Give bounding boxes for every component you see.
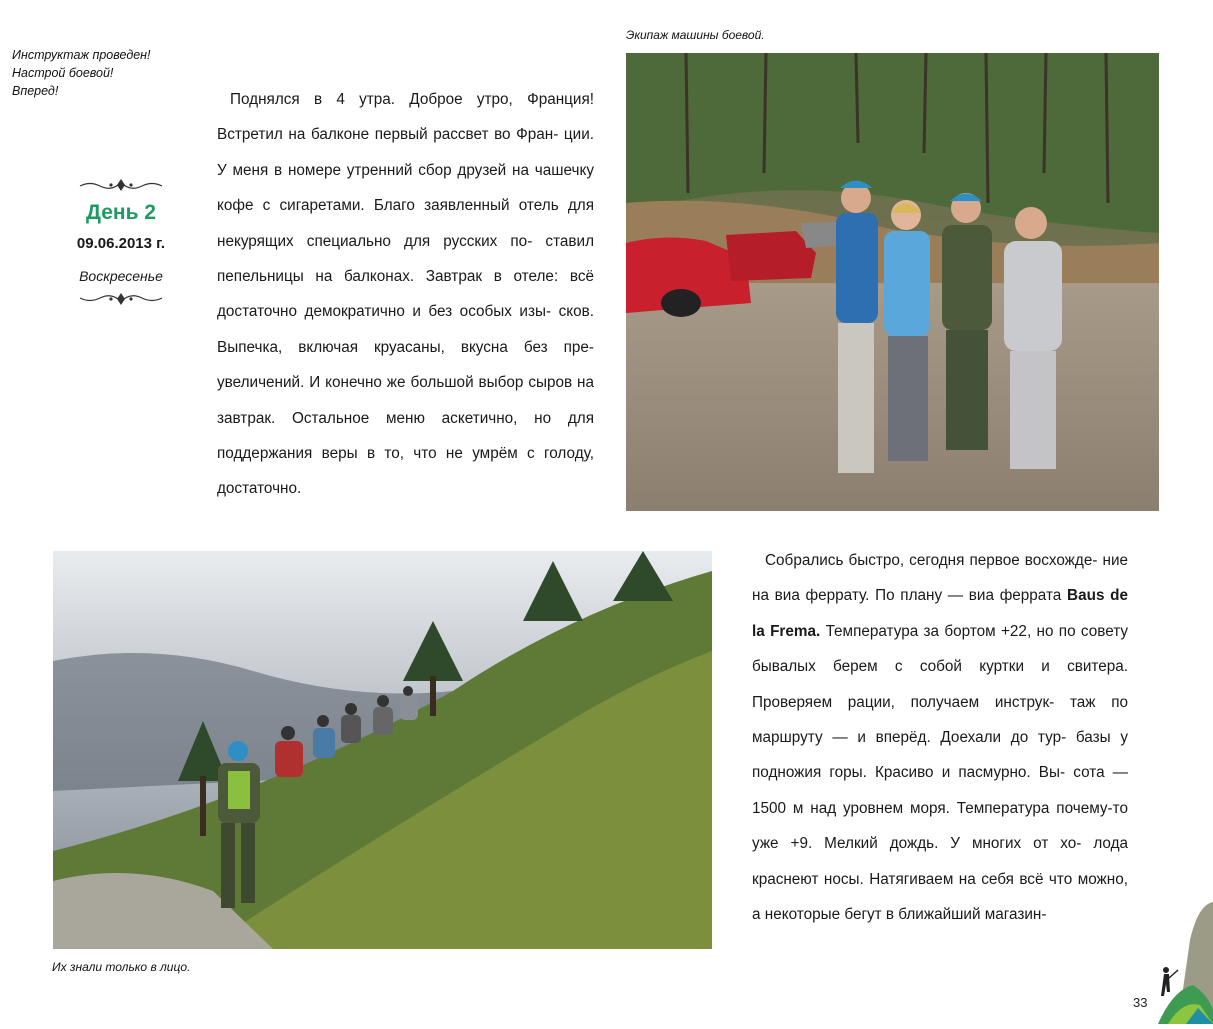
- group-parking-photo: [626, 53, 1159, 511]
- paragraph-line: сота — 1500 м над уровнем моря. Температура: [752, 764, 1129, 817]
- paragraph-line: сков. Выпечка, включая круасаны, вкусна без пре-: [217, 303, 594, 356]
- body-paragraph-2: [752, 543, 1128, 932]
- paragraph-line: ние на виа феррату. По плану — виа феррата: [752, 552, 1128, 605]
- paragraph-line: но по совету бывалых берем с собой куртки и: [752, 622, 1129, 676]
- paragraph-line: свитера. Проверяем рации, получаем инструк-: [752, 658, 1128, 711]
- side-note: [12, 46, 192, 100]
- person-1: [836, 181, 878, 474]
- day-weekday: Воскресенье: [79, 268, 163, 284]
- paragraph-line: увеличений. И конечно же большой выбор сыров: [217, 374, 573, 392]
- paragraph-line: всё достаточно демократично и без особых изы-: [217, 268, 595, 321]
- page-number: 33: [1133, 995, 1148, 1010]
- day-heading-block: [62, 178, 180, 306]
- paragraph-line: базы у подножия горы. Красиво и пасмурно. Вы-: [752, 729, 1129, 782]
- paragraph-line: поддержания веры в то, что не умрём с голоду,: [217, 445, 594, 463]
- paragraph-line: почему-то уже +9. Мелкий дождь. У многих от хо-: [752, 799, 1128, 853]
- top-photo-caption: Экипаж машины боевой.: [626, 28, 765, 42]
- paragraph-line: Собрались быстро, сегодня первое восхожде-: [765, 552, 1098, 569]
- paragraph-line: достаточно.: [217, 480, 302, 498]
- day-date: 09.06.2013 г.: [76, 235, 166, 252]
- paragraph-line: лода краснеют носы. Натягиваем на себя всё что: [752, 835, 1129, 888]
- hikers-trail-photo: [53, 551, 712, 949]
- side-note-line: Настрой боевой!: [12, 66, 114, 80]
- side-note-line: Инструктаж проведен!: [12, 48, 151, 62]
- bottom-photo-caption: Их знали только в лицо.: [52, 960, 191, 974]
- side-note-line: Вперед!: [12, 84, 59, 98]
- ornament-bottom-icon: [78, 292, 164, 306]
- climber-corner-illustration: [1138, 900, 1213, 1024]
- paragraph-line: можно, а некоторые бегут в ближайший магазин-: [752, 870, 1128, 924]
- paragraph-line: таж по маршруту — и вперёд. Доехали до тур-: [752, 693, 1128, 747]
- paragraph-line: Температура за бортом +22,: [820, 622, 1032, 640]
- paragraph-line: чашечку кофе с сигаретами. Благо заявленный: [217, 161, 594, 215]
- day-title: День 2: [85, 201, 156, 224]
- body-paragraph-1: [217, 82, 594, 507]
- paragraph-line: Встретил на балконе первый рассвет во Фран-: [217, 126, 559, 144]
- via-ferrata-name: Baus de la Frema.: [752, 587, 1129, 640]
- paragraph-line: на завтрак. Остальное меню аскетично, но для: [217, 374, 595, 427]
- paragraph-line: отель для некурящих специально для русских по-: [217, 197, 595, 250]
- paragraph-line: ции. У меня в номере утренний сбор друзей на: [217, 126, 594, 179]
- paragraph-line: Поднялся в 4 утра. Доброе утро, Франция!: [230, 91, 594, 108]
- paragraph-line: ставил пепельницы на балконах. Завтрак в отеле:: [217, 232, 595, 286]
- ornament-top-icon: [78, 178, 164, 192]
